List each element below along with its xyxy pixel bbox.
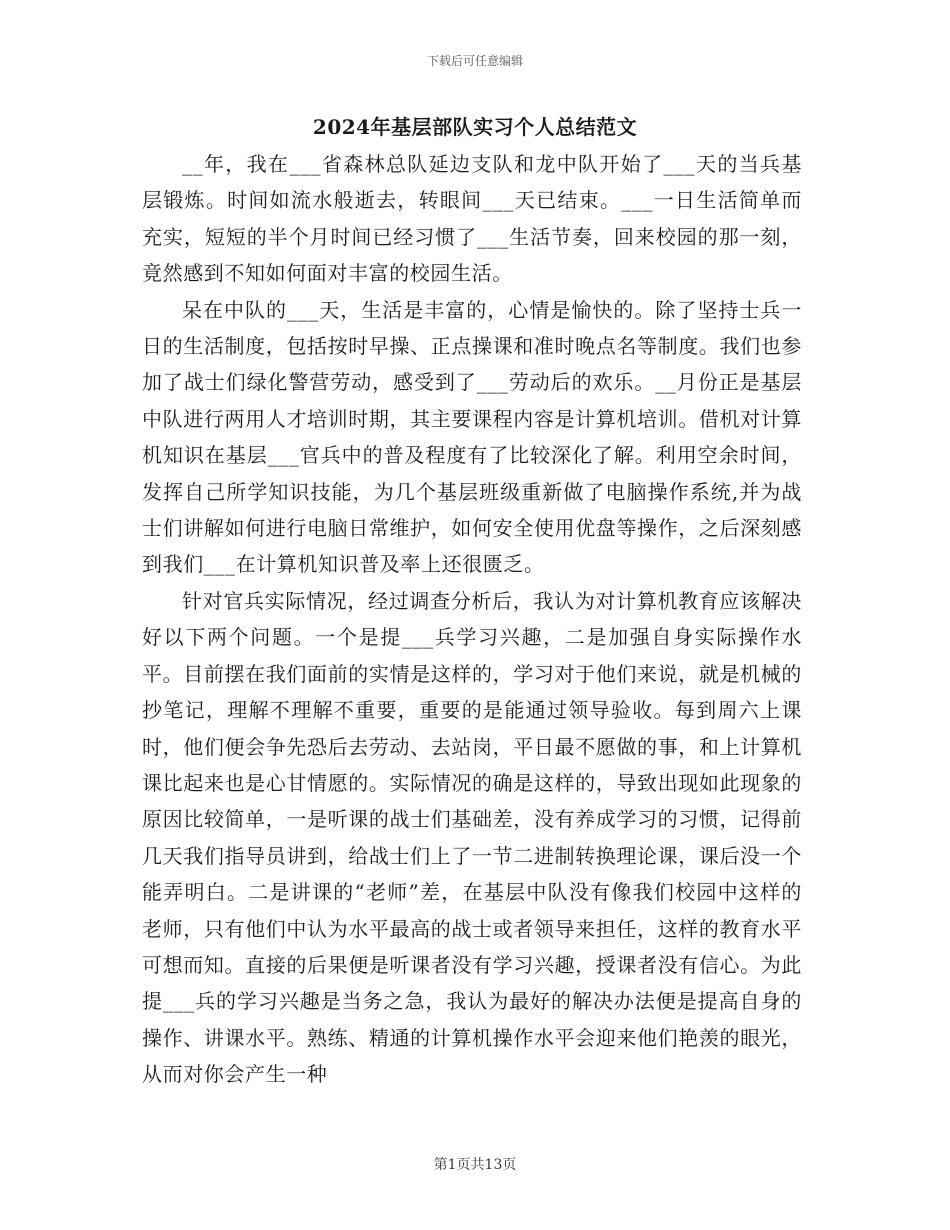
paragraph-2: 呆在中队的___天，生活是丰富的，心情是愉快的。除了坚持士兵一日的生活制度，包括按时早操、正点操课和准时晚点名等制度。我们也参加了战士们绿化警营劳动，感受到了___劳动后的欢乐。__月份正是基层中队进行两用人才培训时期，其主要课程内容是计算机培训。借机对计算机知识在基层___官兵中的普及程度有了比较深化了解。利用空余时间，发挥自己所学知识技能，为几个基层班级重新做了电脑操作系统,并为战士们讲解如何进行电脑日常维护，如何安全使用优盘等操作，之后深刻感到我们___在计算机知识普及率上还很匮乏。 [142, 297, 802, 577]
paragraph-1: __年，我在___省森林总队延边支队和龙中队开始了___天的当兵基层锻炼。时间如流水般逝去，转眼间___天已结束。___一日生活简单而充实，短短的半个月时间已经习惯了___生活节奏，回来校园的那一刻，竟然感到不知如何面对丰富的校园生活。 [142, 152, 802, 286]
page-header-note: 下载后可任意编辑 [426, 54, 523, 68]
page-number: 第1页共13页 [433, 1157, 517, 1173]
document-title: 2024年基层部队实习个人总结范文 [312, 115, 638, 139]
paragraph-3: 针对官兵实际情况，经过调查分析后，我认为对计算机教育应该解决好以下两个问题。一个是提___兵学习兴趣，二是加强自身实际操作水平。目前摆在我们面前的实情是这样的，学习对于他们来说，就是机械的抄笔记，理解不理解不重要，重要的是能通过领导验收。每到周六上课时，他们便会争先恐后去劳动、去站岗，平日最不愿做的事，和上计算机课比起来也是心甘情愿的。实际情况的确是这样的，导致出现如此现象的原因比较简单，一是听课的战士们基础差，没有养成学习的习惯，记得前几天我们指导员讲到，给战士们上了一节二进制转换理论课，课后没一个能弄明白。二是讲课的“老师”差，在基层中队没有像我们校园中这样的老师，只有他们中认为水平最高的战士或者领导来担任，这样的教育水平可想而知。直接的后果便是听课者没有学习兴趣，授课者没有信心。为此提___兵的学习兴趣是当务之急，我认为最好的解决办法便是提高自身的操作、讲课水平。熟练、精通的计算机操作水平会迎来他们艳羡的眼光，从而对你会产生一种 [142, 588, 802, 1087]
document-body [142, 146, 802, 1093]
